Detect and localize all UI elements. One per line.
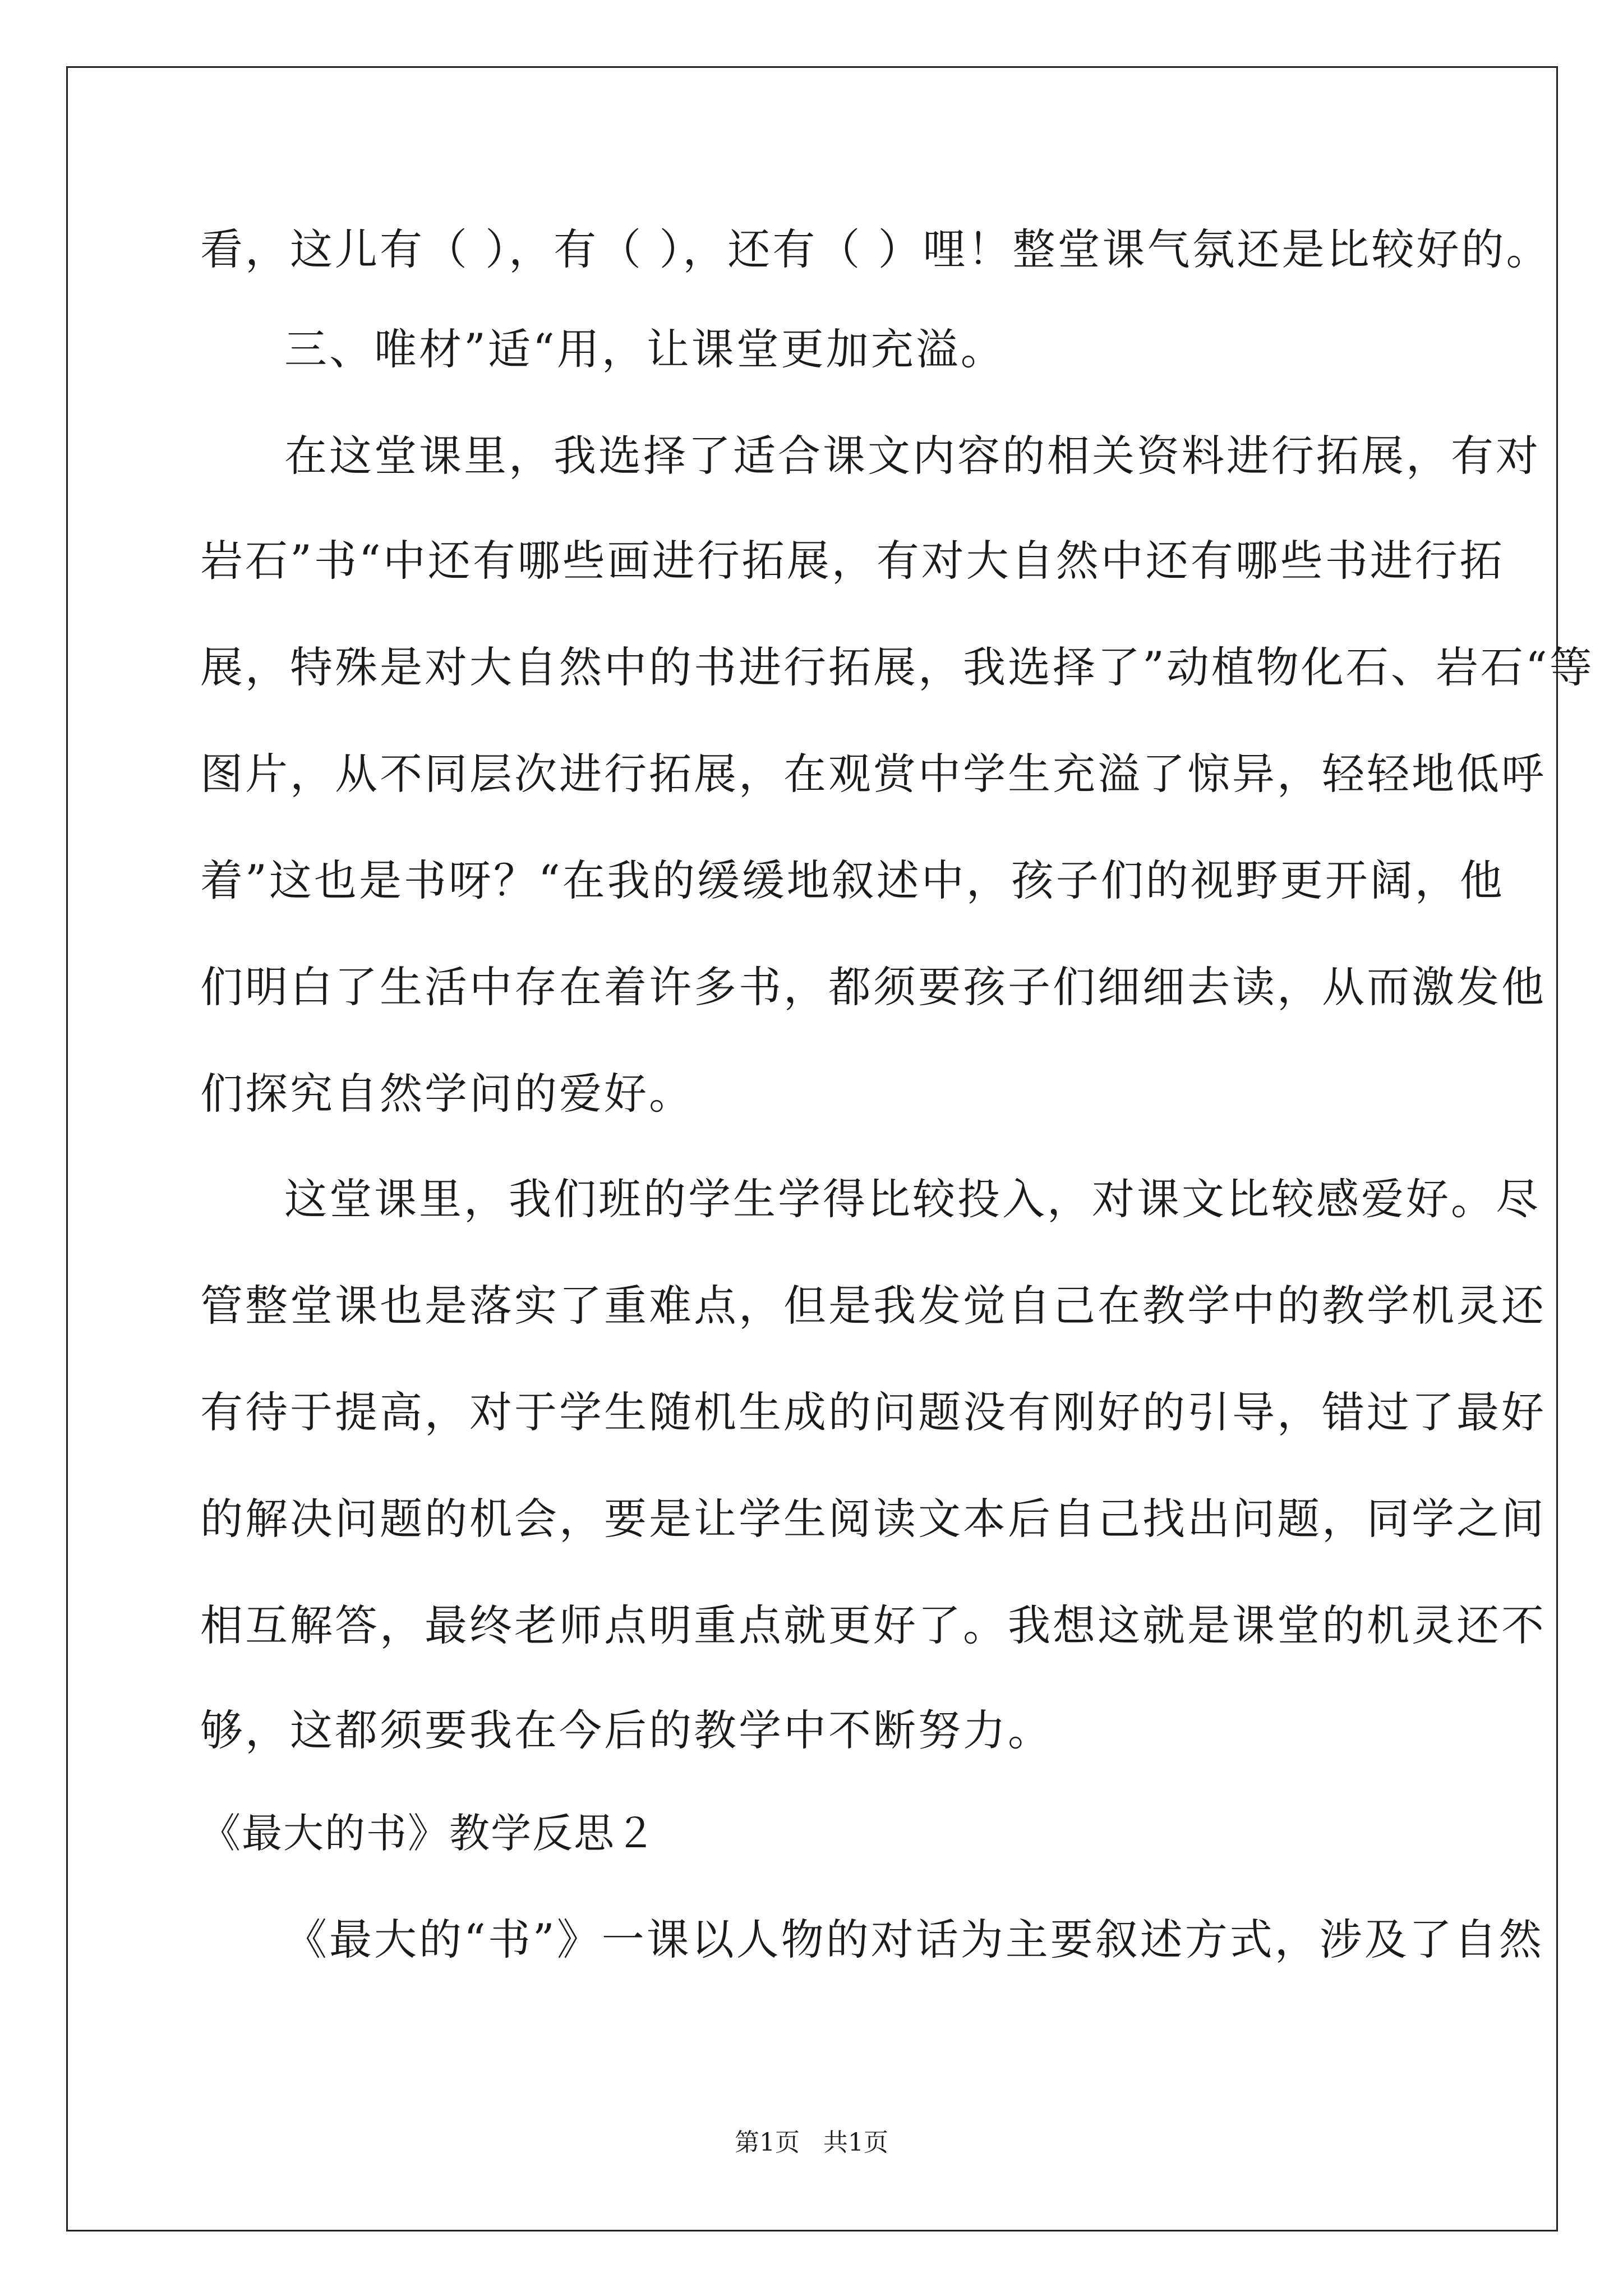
body-line-15: 够，这都须要我在今后的教学中不断努力。 (200, 1705, 1053, 1755)
body-line-12: 有待于提高，对于学生随机生成的问题没有刚好的引导，错过了最好 (200, 1387, 1546, 1437)
body-line-11: 管整堂课也是落实了重难点，但是我发觉自己在教学中的教学机灵还 (200, 1281, 1546, 1331)
body-line-10: 这堂课里，我们班的学生学得比较投入，对课文比较感爱好。尽 (284, 1174, 1541, 1224)
body-line-4: 岩石”书“中还有哪些画进行拓展，有对大自然中还有哪些书进行拓 (200, 536, 1505, 586)
body-line-1: 看，这儿有（ ），有（ ），还有（ ）哩！整堂课气氛还是比较好的。 (200, 224, 1551, 274)
subheading-line: 三、唯材”适“用，让课堂更加充溢。 (284, 324, 1006, 374)
body-line-13: 的解决问题的机会，要是让学生阅读文本后自己找出问题，同学之间 (200, 1494, 1546, 1544)
body-line-7: 着”这也是书呀？“在我的缓缓地叙述中，孩子们的视野更开阔，他 (200, 855, 1505, 905)
body-line-8: 们明白了生活中存在着许多书，都须要孩子们细细去读，从而激发他 (200, 962, 1546, 1012)
body-line-14: 相互解答，最终老师点明重点就更好了。我想这就是课堂的机灵还不 (200, 1600, 1546, 1650)
body-line-9: 们探究自然学问的爱好。 (200, 1069, 694, 1119)
page-number-footer: 第1页 共1页 (735, 2128, 888, 2157)
body-line-3: 在这堂课里，我选择了适合课文内容的相关资料进行拓展，有对 (284, 431, 1541, 481)
page-border (66, 66, 1594, 2231)
body-line-last: 《最大的“书”》一课以人物的对话为主要叙述方式，涉及了自然 (284, 1915, 1544, 1964)
section-heading: 《最大的书》教学反思２ (200, 1810, 657, 1857)
body-line-5: 展，特殊是对大自然中的书进行拓展，我选择了”动植物化石、岩石“等 (200, 642, 1594, 692)
body-line-6: 图片，从不同层次进行拓展，在观赏中学生充溢了惊异，轻轻地低呼 (200, 749, 1546, 799)
